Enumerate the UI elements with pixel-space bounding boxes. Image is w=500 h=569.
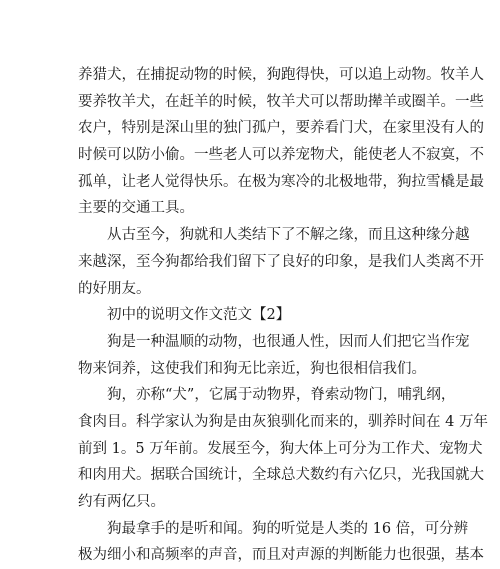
- paragraph-classification: [78, 382, 488, 515]
- text-line: 极为细小和高频率的声音，而且对声源的判断能力也很强，基本: [78, 547, 484, 564]
- text-line: 食肉目。科学家认为狗是由灰狼驯化而来的，驯养时间在 4 万年: [78, 413, 488, 430]
- heading-text: 初中的说明文作文范文【2】: [107, 307, 291, 324]
- text-line: 来越深，至今狗都给我们留下了良好的印象，是我们人类离不开: [78, 253, 484, 270]
- paragraph-friendship: [78, 222, 484, 302]
- text-line: 农户，特别是深山里的独门孤户，要养看门犬，在家里没有人的: [78, 120, 484, 137]
- text-line: 从古至今，狗就和人类结下了不解之缘，而且这种缘分越: [107, 227, 470, 244]
- text-line: 要养牧羊犬，在赶羊的时候，牧羊犬可以帮助撵羊或圈羊。一些: [78, 93, 484, 110]
- section-heading: [78, 302, 430, 329]
- text-line: 养猎犬，在捕捉动物的时候，狗跑得快，可以追上动物。牧羊人: [78, 67, 484, 83]
- text-line: 前到 1。5 万年前。发展至今，狗大体上可分为工作犬、宠物犬: [78, 440, 483, 457]
- text-line: 狗是一种温顺的动物，也很通人性，因而人们把它当作宠: [107, 333, 470, 350]
- text-line: 主要的交通工具。: [78, 200, 194, 217]
- text-line: 孤单，让老人觉得快乐。在极为寒冷的北极地带，狗拉雪橇是最: [78, 173, 484, 190]
- paragraph-gentle-animal: [78, 329, 470, 382]
- text-line: 和肉用犬。据联合国统计，全球总犬数约有六亿只，光我国就大: [78, 467, 484, 484]
- text-line: 狗最拿手的是听和闻。狗的听觉是人类的 16 倍，可分辨: [107, 520, 469, 537]
- paragraph-dog-uses: [78, 62, 484, 222]
- text-line: 物来饲养，这使我们和狗无比亲近，狗也很相信我们。: [78, 360, 426, 377]
- paragraph-hearing-smell: [78, 516, 484, 569]
- text-line: 时候可以防小偷。一些老人可以养宠物犬，能使老人不寂寞，不: [78, 147, 484, 164]
- text-line: 狗，亦称“犬”，它属于动物界，脊索动物门，哺乳纲，: [107, 387, 456, 404]
- text-line: 约有两亿只。: [78, 494, 165, 510]
- document-body: [78, 62, 488, 569]
- text-line: 的好朋友。: [78, 280, 151, 297]
